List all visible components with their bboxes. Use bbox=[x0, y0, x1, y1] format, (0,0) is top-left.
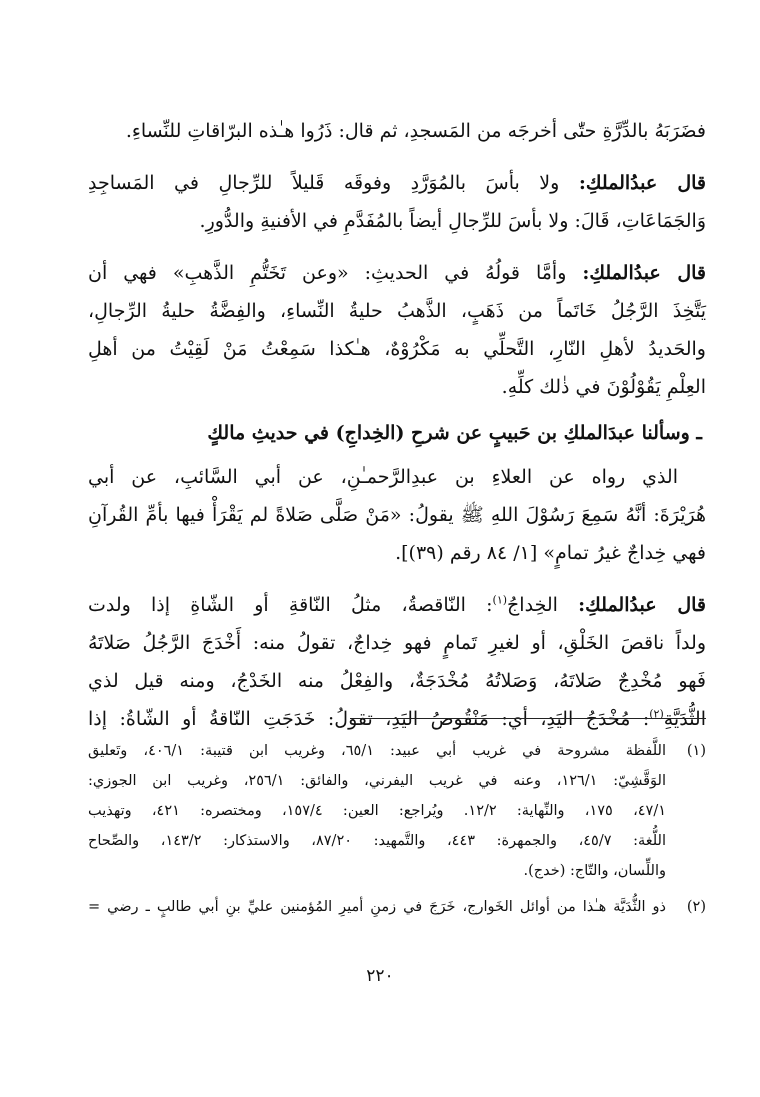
text-line: والحَديدُ لأهلِ النّارِ، التَّحلِّي به مَكْرُوْهٌ، هـٰكذا سَمِعْتُ مَنْ لَقِيْتُ من أهلِ bbox=[88, 338, 706, 360]
footnote-line: واللِّسان، والتّاج: (خدج). bbox=[523, 863, 666, 879]
footnote-line: ذو الثُّدَيَّة هـٰذا من أوائل الخَوارج، خَرَجَ في زمنِ أميرِ المُؤمنين عليِّ بنِ أبي طالبٍ ـ رضي = bbox=[88, 899, 666, 915]
text-line: هُرَيْرَةَ: أنَّهُ سَمِعَ رَسُوْلَ اللهِ ﷺ يقولُ: «مَنْ صَلَّى صَلاةً لم يَقْرَأْ فيها بأمِّ القُرآنِ bbox=[88, 504, 706, 526]
text-run: الخِداجُ bbox=[507, 594, 558, 616]
page-number: ٢٢٠ bbox=[366, 966, 394, 986]
text-line: وَالجَمَاعَاتِ، قَالَ: ولا بأسَ للرِّجالِ أيضاً بالمُفَدَّمِ في الأفنيةِ والدُّورِ. bbox=[199, 210, 706, 232]
text-line bbox=[88, 700, 706, 738]
text-line: يَتَّخِذَ الرَّجُلُ خَاتَماً من ذَهَبٍ، الذَّهبُ حليةُ النِّساءِ، والفِضَّةُ حليةُ الرِّجالِ، bbox=[88, 300, 706, 322]
speaker-label: قال عبدُالملكِ: bbox=[578, 594, 706, 616]
text-line bbox=[88, 164, 706, 202]
text-line bbox=[88, 586, 706, 624]
text-line: الذي رواه عن العلاءِ بن عبدِالرَّحمـٰنِ، عن أبي السَّائبِ، عن أبي bbox=[88, 466, 678, 488]
paragraph-2 bbox=[88, 164, 706, 240]
footnote-line: اللَّفظة مشروحة في غريب أبي عبيد: ٦٥/١، وغريب ابن قتيبة: ٤٠٦/١، وتَعليق bbox=[88, 743, 666, 759]
footnote-divider bbox=[350, 718, 706, 719]
text-run: : مُخْدَجُ اليَدِ، أي: مَنْقُوصُ اليَدِ، تقولُ: خَدَجَتِ النّاقةُ أو الشّاةُ: إذا bbox=[88, 708, 650, 730]
paragraph-5 bbox=[88, 586, 706, 738]
paragraph-1 bbox=[88, 112, 706, 150]
text-line: ولداً ناقصَ الخَلْقِ، أو لغيرِ تَمامٍ فهو خِداجٌ، تقولُ منه: أَخْدَجَ الرَّجُلُ صَلاتَهُ bbox=[88, 632, 706, 654]
footnote-ref-1[interactable]: (١) bbox=[492, 593, 508, 607]
footnote-number: (٢) bbox=[686, 899, 706, 915]
text-run: الثُّدَيَّةِ bbox=[663, 708, 706, 730]
text-line: فَهو مُخْدِجٌ صَلاتَهُ، وَصَلاتُهُ مُخْدَجَةٌ، والفِعْلُ منه الخَدْجُ، ومنه قيل لذي bbox=[88, 670, 706, 692]
footnote-line: الوَقَّشِيّ: ١٢٦/١، وعنه في غريب اليفرني، والفائق: ٢٥٦/١، وغريب ابن الجوزي: bbox=[88, 773, 666, 789]
footnote-number: (١) bbox=[686, 743, 706, 759]
text-run: وأمَّا قولُهُ في الحديثِ: «وعن تَخَتُّمِ الذَّهبِ» فهي أن bbox=[88, 262, 567, 284]
text-line: العِلْمِ يَقُوْلُوْنَ في ذٰلك كلِّهِ. bbox=[501, 376, 706, 398]
footnotes bbox=[88, 736, 706, 928]
text-line bbox=[88, 254, 706, 292]
text-line: فضَرَبَهُ بالدِّرَّةِ حتّٰى أخرجَه من المَسجدِ، ثم قال: ذَرُوا هـٰذه البرّاقاتِ للنِّساءِ. bbox=[125, 120, 706, 142]
footnote-line: اللُّغة: ٤٥/٧، والجمهرة: ٤٤٣، والتَّمهيد: ٨٧/٢٠، والاستذكار: ١٤٣/٢، والصِّحاح bbox=[88, 833, 666, 849]
footnote-line: ٤٧/١، ١٧٥، والنِّهاية: ١٢/٢. ويُراجع: العين: ١٥٧/٤، ومختصره: ٤٢١، وتهذيب bbox=[88, 803, 666, 819]
text-line: فهي خِداجٌ غيرُ تمامٍ» [١/ ٨٤ رقم (٣٩)]. bbox=[395, 542, 706, 564]
footnote-ref-2[interactable]: (٢) bbox=[649, 707, 664, 721]
main-text bbox=[88, 112, 706, 738]
footnote-2 bbox=[88, 892, 706, 922]
section-heading: ـ وسألنا عبدَالملكِ بن حَبيبٍ عن شرحِ (الخِداجِ) في حديثِ مالكٍ bbox=[207, 422, 702, 444]
text-run: : النّاقصةُ، مثلُ النّاقةِ أو الشّاةِ إذا ولدت bbox=[88, 594, 493, 616]
footnote-1 bbox=[88, 736, 706, 886]
speaker-label: قال عبدُالملكِ: bbox=[582, 262, 706, 284]
text-run: ولا بأسَ بالمُوَرَّدِ وفوقَه قَليلاً للرِّجالِ في المَساجِدِ bbox=[88, 172, 560, 194]
paragraph-3 bbox=[88, 254, 706, 406]
paragraph-4 bbox=[88, 458, 706, 572]
speaker-label: قال عبدُالملكِ: bbox=[578, 172, 706, 194]
